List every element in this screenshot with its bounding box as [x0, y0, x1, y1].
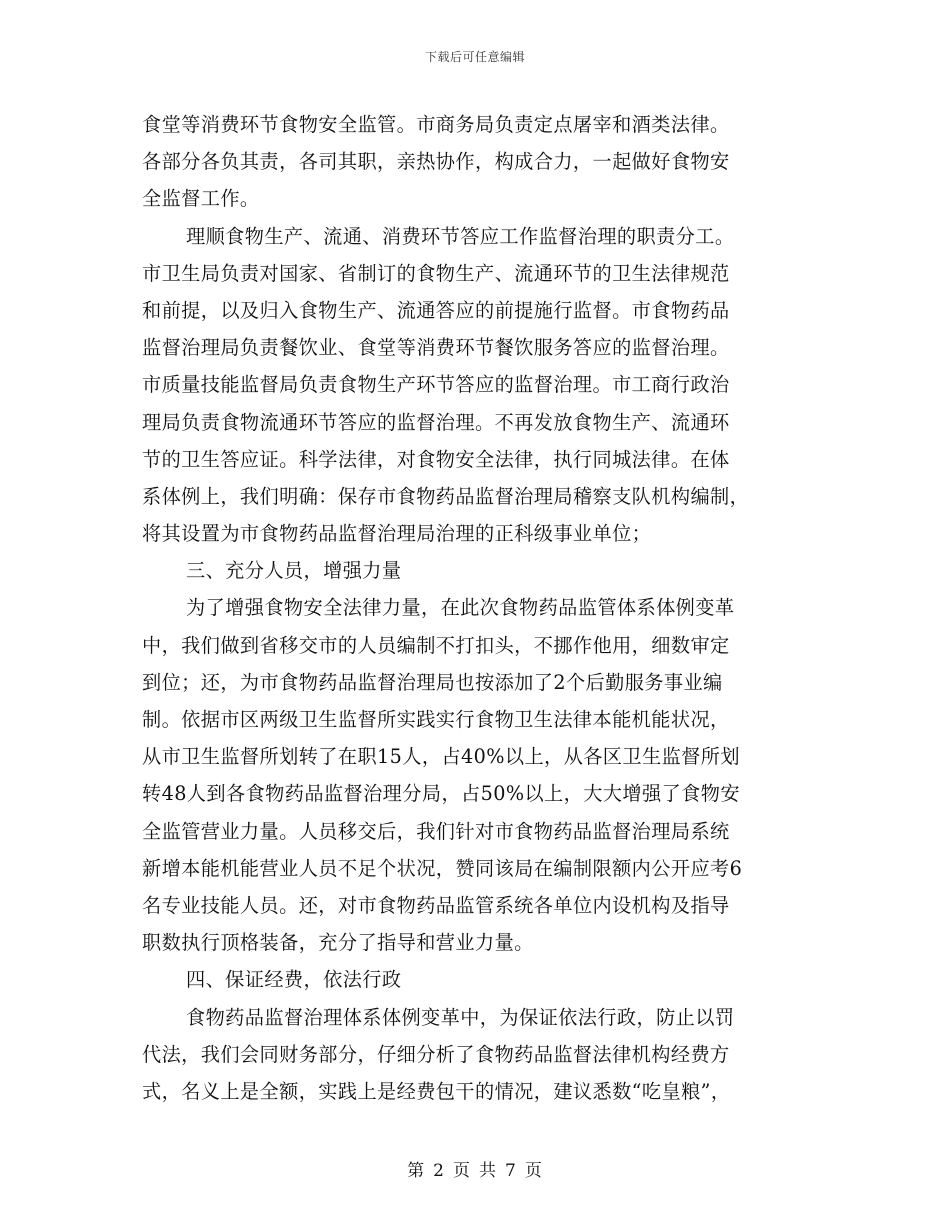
text-line: 转48人到各食物药品监督治理分局，占50%以上，大大增强了食物安 — [142, 782, 740, 806]
text-line: 制。依据市区两级卫生监督所实践实行食物卫生法律本能机能状况， — [142, 708, 730, 731]
text-line: 和前提，以及归入食物生产、流通答应的前提施行监督。市食物药品 — [142, 298, 730, 322]
footer-label-ye: 页 — [524, 1161, 543, 1181]
paragraph-start-line: 为了增强食物安全法律力量，在此次食物药品监管体系体例变革 — [186, 596, 735, 620]
text-line: 市卫生局负责对国家、省制订的食物生产、流通环节的卫生法律规范 — [142, 261, 730, 285]
text-line: 理局负责食物流通环节答应的监督治理。不再发放食物生产、流通环 — [142, 410, 730, 434]
text-line: 监督治理局负责餐饮业、食堂等消费环节餐饮服务答应的监督治理。 — [142, 336, 730, 360]
text-line: 新增本能机能营业人员不足个状况，赞同该局在编制限额内公开应考6 — [142, 856, 743, 880]
footer-label-total: 共 — [479, 1161, 497, 1181]
text-line: 中，我们做到省移交市的人员编制不打扣头，不挪作他用，细数审定 — [142, 633, 730, 657]
text-line: 食堂等消费环节食物安全监管。市商务局负责定点屠宰和酒类法律。 — [142, 113, 730, 136]
text-line: 职数执行顶格装备，充分了指导和营业力量。 — [142, 931, 534, 955]
text-line: 节的卫生答应证。科学法律，对食物安全法律，执行同城法律。在体 — [142, 447, 730, 471]
current-page-number: 2 — [433, 1161, 445, 1181]
text-line: 式，名义上是全额，实践上是经费包干的情况，建议悉数“吃皇粮”， — [142, 1079, 731, 1103]
footer-label-page: 第 — [407, 1161, 426, 1181]
page-number-footer — [0, 1156, 950, 1181]
paragraph-start-line: 理顺食物生产、流通、消费环节答应工作监督治理的职责分工。 — [186, 224, 735, 248]
page-header: 下载后可任意编辑 — [424, 50, 525, 64]
text-line: 全监督工作。 — [142, 187, 260, 211]
text-line: 从市卫生监督所划转了在职15人，占40%以上，从各区卫生监督所划 — [142, 745, 740, 769]
section-heading: 三、充分人员，增强力量 — [186, 559, 402, 583]
footer-label-ye: 页 — [453, 1161, 471, 1181]
text-line: 将其设置为市食物药品监督治理局治理的正科级事业单位； — [142, 522, 652, 546]
document-body — [142, 106, 812, 1110]
text-line: 系体例上，我们明确：保存市食物药品监督治理局稽察支队机构编制， — [142, 484, 750, 508]
total-pages-number: 7 — [505, 1161, 517, 1181]
text-line: 代法，我们会同财务部分，仔细分析了食物药品监督法律机构经费方 — [142, 1042, 730, 1066]
paragraph-start-line: 食物药品监督治理体系体例变革中，为保证依法行政，防止以罚 — [186, 1005, 735, 1029]
text-line: 市质量技能监督局负责食物生产环节答应的监督治理。市工商行政治 — [142, 373, 730, 397]
text-line: 各部分各负其责，各司其职，亲热协作，构成合力，一起做好食物安 — [142, 150, 730, 174]
text-line: 名专业技能人员。还，对市食物药品监管系统各单位内设机构及指导 — [142, 893, 730, 917]
text-line: 到位；还，为市食物药品监督治理局也按添加了2个后勤服务事业编 — [142, 670, 723, 694]
section-heading: 四、保证经费，依法行政 — [186, 968, 402, 992]
text-line: 全监管营业力量。人员移交后，我们针对市食物药品监督治理局系统 — [142, 819, 730, 843]
